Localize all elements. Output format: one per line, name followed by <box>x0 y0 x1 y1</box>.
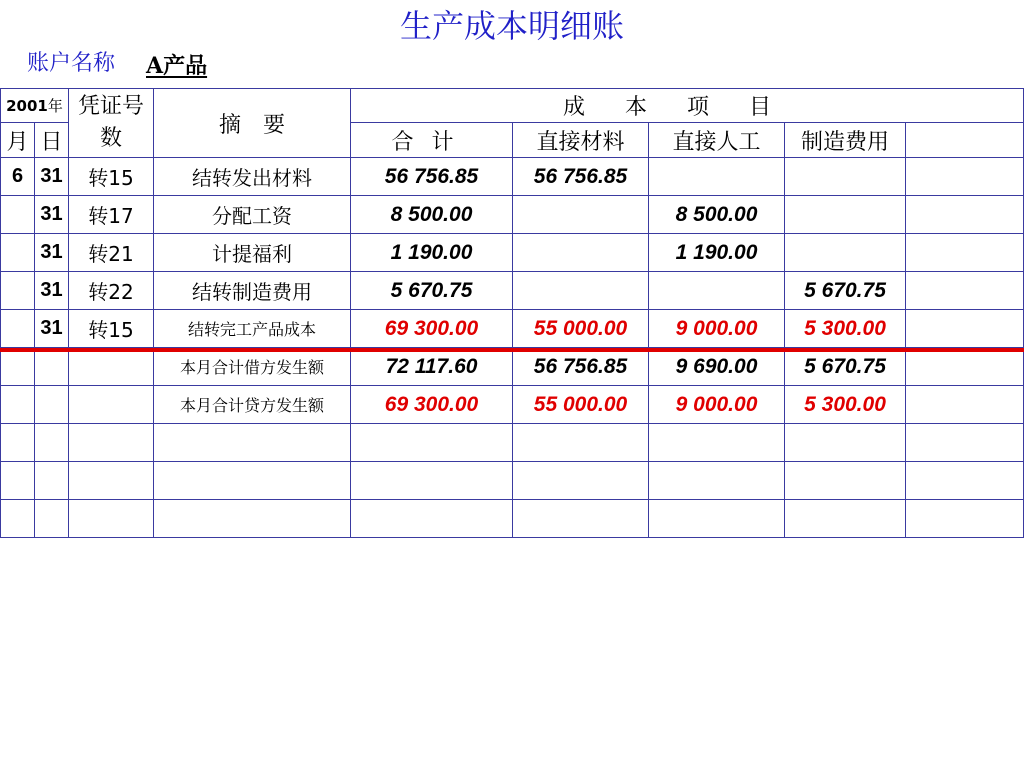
month-cell <box>1 424 35 462</box>
ledger-row <box>1 310 1024 348</box>
direct-materials-cell: 55 000.00 <box>513 386 649 424</box>
blank-cell <box>906 386 1024 424</box>
direct-labor-cell: 9 690.00 <box>649 348 785 386</box>
direct-materials-header: 直接材料 <box>513 123 649 158</box>
day-cell: 31 <box>35 310 69 348</box>
month-cell <box>1 348 35 386</box>
total-cell: 5 670.75 <box>351 272 513 310</box>
direct-materials-cell: 56 756.85 <box>513 158 649 196</box>
day-cell: 31 <box>35 272 69 310</box>
day-cell <box>35 386 69 424</box>
month-cell <box>1 462 35 500</box>
direct-materials-cell <box>513 500 649 538</box>
month-cell <box>1 196 35 234</box>
summary-cell: 结转完工产品成本 <box>154 310 351 348</box>
month-cell <box>1 310 35 348</box>
direct-labor-cell: 9 000.00 <box>649 386 785 424</box>
month-cell <box>1 272 35 310</box>
ledger-row <box>1 386 1024 424</box>
ledger-row <box>1 158 1024 196</box>
total-cell: 8 500.00 <box>351 196 513 234</box>
manufacturing-overhead-cell: 5 300.00 <box>785 310 906 348</box>
direct-labor-cell <box>649 462 785 500</box>
ledger-row <box>1 272 1024 310</box>
voucher-cell: 转22 <box>69 272 154 310</box>
month-cell <box>1 234 35 272</box>
manufacturing-overhead-cell <box>785 462 906 500</box>
blank-cell <box>906 158 1024 196</box>
voucher-cell: 转17 <box>69 196 154 234</box>
summary-cell <box>154 424 351 462</box>
total-header: 合计 <box>351 123 513 158</box>
summary-cell: 结转制造费用 <box>154 272 351 310</box>
total-cell: 1 190.00 <box>351 234 513 272</box>
direct-labor-cell: 9 000.00 <box>649 310 785 348</box>
direct-materials-cell: 56 756.85 <box>513 348 649 386</box>
direct-materials-cell <box>513 462 649 500</box>
voucher-cell: 转15 <box>69 158 154 196</box>
year-suffix: 年 <box>47 97 63 115</box>
voucher-cell <box>69 386 154 424</box>
summary-cell: 本月合计贷方发生额 <box>154 386 351 424</box>
manufacturing-overhead-cell <box>785 500 906 538</box>
ledger-table <box>0 88 1024 538</box>
direct-materials-cell <box>513 272 649 310</box>
manufacturing-overhead-cell <box>785 234 906 272</box>
direct-materials-cell <box>513 424 649 462</box>
month-cell <box>1 386 35 424</box>
blank-header-cell <box>906 123 1024 158</box>
total-cell: 56 756.85 <box>351 158 513 196</box>
empty-ledger-row <box>1 424 1024 462</box>
page-title: 生产成本明细账 <box>399 7 624 45</box>
summary-cell <box>154 462 351 500</box>
blank-cell <box>906 462 1024 500</box>
direct-labor-cell <box>649 424 785 462</box>
voucher-cell <box>69 462 154 500</box>
blank-cell <box>906 348 1024 386</box>
ledger-row <box>1 196 1024 234</box>
day-cell <box>35 424 69 462</box>
day-cell: 31 <box>35 234 69 272</box>
voucher-cell <box>69 500 154 538</box>
day-cell <box>35 500 69 538</box>
manufacturing-overhead-cell: 5 670.75 <box>785 272 906 310</box>
total-cell: 69 300.00 <box>351 310 513 348</box>
year-value: 2001 <box>6 97 48 115</box>
manufacturing-overhead-cell <box>785 158 906 196</box>
manufacturing-overhead-cell <box>785 424 906 462</box>
day-cell <box>35 462 69 500</box>
total-cell <box>351 424 513 462</box>
ledger-row <box>1 348 1024 386</box>
blank-cell <box>906 424 1024 462</box>
day-cell <box>35 348 69 386</box>
account-name-value: A产品 <box>146 53 208 79</box>
voucher-cell <box>69 424 154 462</box>
summary-cell: 本月合计借方发生额 <box>154 348 351 386</box>
direct-labor-cell: 8 500.00 <box>649 196 785 234</box>
month-cell: 6 <box>1 158 35 196</box>
blank-cell <box>906 196 1024 234</box>
month-header: 月 <box>1 123 35 158</box>
voucher-cell: 转15 <box>69 310 154 348</box>
total-cell <box>351 500 513 538</box>
summary-cell: 分配工资 <box>154 196 351 234</box>
total-cell <box>351 462 513 500</box>
blank-cell <box>906 500 1024 538</box>
summary-cell: 结转发出材料 <box>154 158 351 196</box>
direct-labor-cell <box>649 158 785 196</box>
direct-labor-header: 直接人工 <box>649 123 785 158</box>
blank-cell <box>906 310 1024 348</box>
direct-labor-cell <box>649 500 785 538</box>
month-cell <box>1 500 35 538</box>
manufacturing-overhead-cell: 5 670.75 <box>785 348 906 386</box>
total-cell: 72 117.60 <box>351 348 513 386</box>
summary-cell <box>154 500 351 538</box>
direct-labor-cell: 1 190.00 <box>649 234 785 272</box>
blank-cell <box>906 234 1024 272</box>
direct-materials-cell <box>513 234 649 272</box>
year-header-cell <box>1 89 69 123</box>
direct-materials-cell <box>513 196 649 234</box>
ledger-row <box>1 234 1024 272</box>
voucher-cell <box>69 348 154 386</box>
voucher-cell: 转21 <box>69 234 154 272</box>
summary-header: 摘 要 <box>154 89 351 158</box>
manufacturing-overhead-cell: 5 300.00 <box>785 386 906 424</box>
cost-items-header: 成本项目 <box>351 89 1024 123</box>
manufacturing-overhead-header: 制造费用 <box>785 123 906 158</box>
voucher-number-header: 凭证号数 <box>69 89 154 158</box>
direct-materials-cell: 55 000.00 <box>513 310 649 348</box>
account-name-label: 账户名称 <box>27 51 116 76</box>
summary-cell: 计提福利 <box>154 234 351 272</box>
red-separator-line <box>0 348 1024 352</box>
manufacturing-overhead-cell <box>785 196 906 234</box>
direct-labor-cell <box>649 272 785 310</box>
empty-ledger-row <box>1 500 1024 538</box>
day-cell: 31 <box>35 158 69 196</box>
day-header: 日 <box>35 123 69 158</box>
day-cell: 31 <box>35 196 69 234</box>
total-cell: 69 300.00 <box>351 386 513 424</box>
empty-ledger-row <box>1 462 1024 500</box>
blank-cell <box>906 272 1024 310</box>
